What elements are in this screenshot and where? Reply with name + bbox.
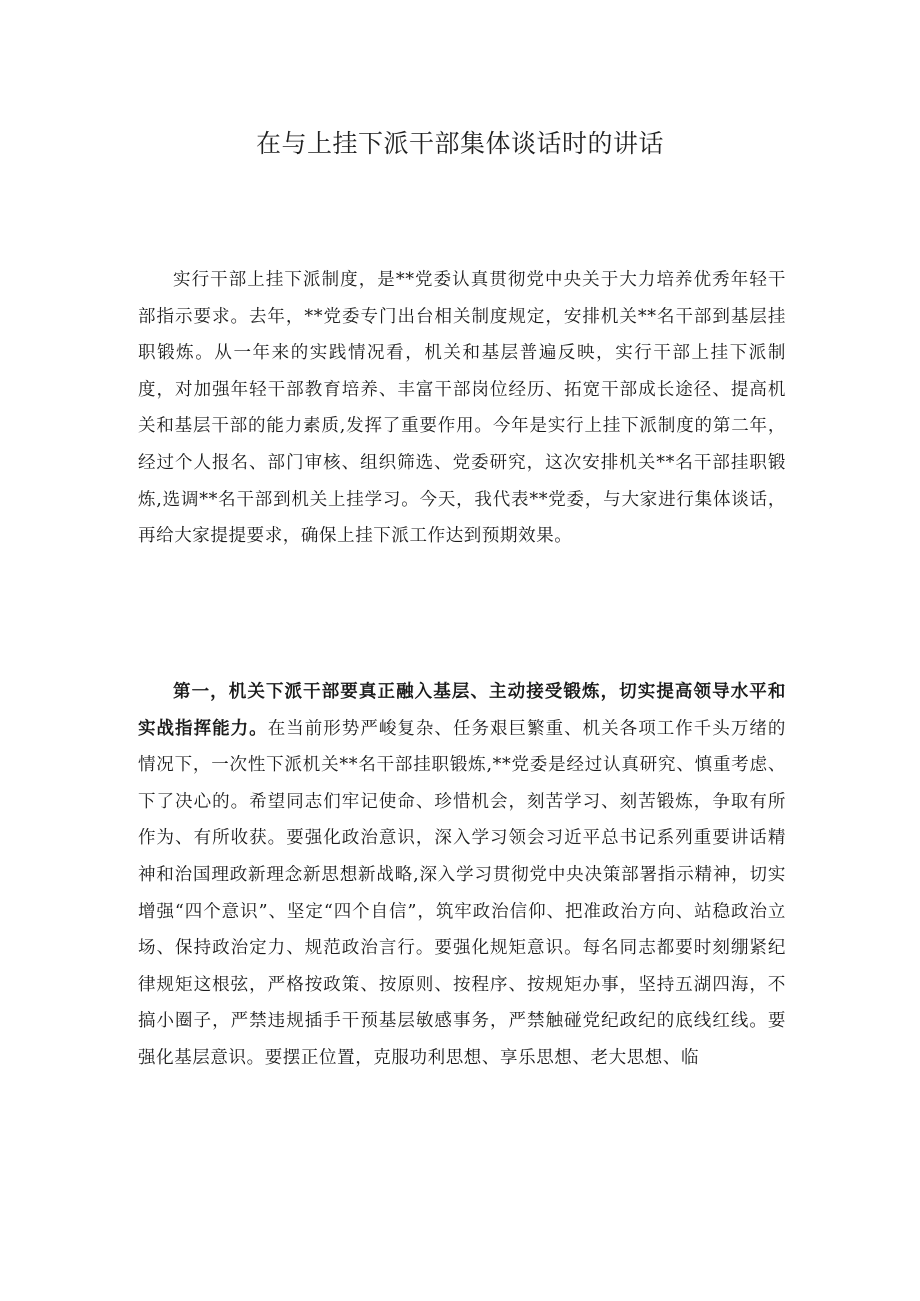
- paragraph-lead-heading: 第一，机关下派干部要真正融入基层、主动接受锻炼，切实提高领导水平和实战指挥能力。: [138, 682, 786, 739]
- document-title: 在与上挂下派干部集体谈话时的讲话: [255, 129, 664, 158]
- paragraph-first-point: [138, 674, 786, 1077]
- paragraph-intro: 实行干部上挂下派制度，是**党委认真贯彻党中央关于大力培养优秀年轻干部指示要求。去年，**党委专门出台相关制度规定，安排机关**名干部到基层挂职锻炼。从一年来的实践情况看，机关和基层普遍反映，实行干部上挂下派制度，对加强年轻干部教育培养、丰富干部岗位经历、拓宽干部成长途径、提高机关和基层干部的能力素质,发挥了重要作用。今年是实行上挂下派制度的第二年，经过个人报名、部门审核、组织筛选、党委研究，这次安排机关**名干部挂职锻炼,选调**名干部到机关上挂学习。今天，我代表**党委，与大家进行集体谈话，再给大家提提要求，确保上挂下派工作达到预期效果。: [138, 270, 786, 547]
- paragraph-body: 在当前形势严峻复杂、任务艰巨繁重、机关各项工作千头万绪的情况下，一次性下派机关**名干部挂职锻炼,**党委是经过认真研究、慎重考虑、下了决心的。希望同志们牢记使命、珍惜机会，刻苦学习、刻苦锻炼，争取有所作为、有所收获。要强化政治意识，深入学习领会习近平总书记系列重要讲话精神和治国理政新理念新思想新战略,深入学习贯彻党中央决策部署指示精神，切实增强“四个意识”、坚定“四个自信”，筑牢政治信仰、把准政治方向、站稳政治立场、保持政治定力、规范政治言行。要强化规矩意识。每名同志都要时刻绷紧纪律规矩这根弦，严格按政策、按原则、按程序、按规矩办事，坚持五湖四海，不搞小圈子，严禁违规插手干预基层敏感事务，严禁触碰党纪政纪的底线红线。要强化基层意识。要摆正位置，克服功利思想、享乐思想、老大思想、临: [138, 718, 786, 1068]
